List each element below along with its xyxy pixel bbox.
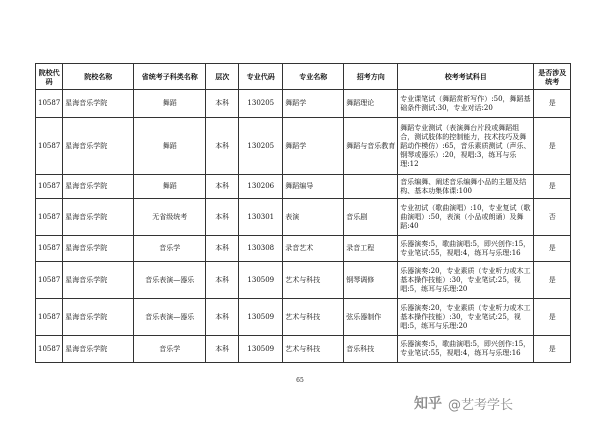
cell-unified: 是 xyxy=(534,90,571,118)
cell-unified: 是 xyxy=(534,236,571,262)
cell-school: 星海音乐学院 xyxy=(63,175,134,199)
cell-level: 本科 xyxy=(206,175,239,199)
header-direction: 招考方向 xyxy=(344,64,398,90)
cell-code: 10587 xyxy=(36,90,63,118)
cell-direction: 舞蹈与音乐教育 xyxy=(344,118,398,175)
cell-direction: 录音工程 xyxy=(344,236,398,262)
cell-subjects: 乐器演奏:20，专业素质（专业听力或木工基本操作技能）:30，专业笔试:25，视唱:5，练耳与乐理:20 xyxy=(398,299,534,336)
cell-major: 舞蹈编导 xyxy=(283,175,344,199)
cell-major-code: 130205 xyxy=(239,118,283,175)
cell-category: 舞蹈 xyxy=(134,90,206,118)
table-row xyxy=(36,199,571,236)
table-row xyxy=(36,299,571,336)
cell-school: 星海音乐学院 xyxy=(63,262,134,299)
cell-school: 星海音乐学院 xyxy=(63,236,134,262)
cell-major-code: 130301 xyxy=(239,199,283,236)
header-major: 专业名称 xyxy=(283,64,344,90)
cell-unified: 是 xyxy=(534,336,571,363)
cell-code: 10587 xyxy=(36,336,63,363)
table-row xyxy=(36,336,571,363)
cell-major: 表演 xyxy=(283,199,344,236)
cell-level: 本科 xyxy=(206,262,239,299)
header-category: 省统考子科类名称 xyxy=(134,64,206,90)
watermark xyxy=(414,392,589,414)
cell-major-code: 130205 xyxy=(239,90,283,118)
table-row xyxy=(36,118,571,175)
cell-direction: 弦乐器制作 xyxy=(344,299,398,336)
cell-category: 音乐学 xyxy=(134,236,206,262)
cell-direction xyxy=(344,175,398,199)
cell-code: 10587 xyxy=(36,299,63,336)
cell-major-code: 130308 xyxy=(239,236,283,262)
cell-unified: 是 xyxy=(534,262,571,299)
cell-code: 10587 xyxy=(36,199,63,236)
header-school: 院校名称 xyxy=(63,64,134,90)
cell-category: 音乐表演—器乐 xyxy=(134,299,206,336)
cell-code: 10587 xyxy=(36,175,63,199)
header-unified: 是否涉及统考 xyxy=(534,64,571,90)
cell-school: 星海音乐学院 xyxy=(63,118,134,175)
cell-subjects: 音乐编舞、阐述音乐编舞小品的主题及结构、基本功集体课:100 xyxy=(398,175,534,199)
cell-level: 本科 xyxy=(206,199,239,236)
cell-major-code: 130509 xyxy=(239,262,283,299)
cell-level: 本科 xyxy=(206,299,239,336)
table-row xyxy=(36,262,571,299)
table-row xyxy=(36,90,571,118)
cell-major: 艺术与科技 xyxy=(283,262,344,299)
page-number: 65 xyxy=(296,377,304,384)
cell-direction: 钢琴调修 xyxy=(344,262,398,299)
cell-unified: 是 xyxy=(534,299,571,336)
cell-major: 舞蹈学 xyxy=(283,118,344,175)
cell-code: 10587 xyxy=(36,236,63,262)
table-row xyxy=(36,175,571,199)
cell-school: 星海音乐学院 xyxy=(63,336,134,363)
cell-subjects: 专业初试（歌曲演唱）:10，专业复试（歌曲演唱）:50，表演（小品或朗诵）及舞蹈:40 xyxy=(398,199,534,236)
cell-subjects: 专业课笔试（舞蹈赏析写作）:50，舞蹈基础条件测试:30，专业对话:20 xyxy=(398,90,534,118)
cell-major: 艺术与科技 xyxy=(283,299,344,336)
header-major-code: 专业代码 xyxy=(239,64,283,90)
cell-major-code: 130509 xyxy=(239,299,283,336)
table-row xyxy=(36,236,571,262)
header-code: 院校代码 xyxy=(36,64,63,90)
cell-category: 音乐表演—器乐 xyxy=(134,262,206,299)
cell-direction: 音乐科技 xyxy=(344,336,398,363)
cell-code: 10587 xyxy=(36,118,63,175)
cell-subjects: 乐器演奏:5，歌曲演唱:5，即兴创作:15，专业笔试:55，视唱:4，练耳与乐理:16 xyxy=(398,336,534,363)
cell-level: 本科 xyxy=(206,236,239,262)
cell-category: 舞蹈 xyxy=(134,175,206,199)
cell-direction: 音乐剧 xyxy=(344,199,398,236)
cell-level: 本科 xyxy=(206,336,239,363)
header-row xyxy=(36,64,571,90)
cell-unified: 是 xyxy=(534,175,571,199)
admissions-table xyxy=(35,63,571,363)
cell-level: 本科 xyxy=(206,90,239,118)
cell-level: 本科 xyxy=(206,118,239,175)
header-subjects: 校考考试科目 xyxy=(398,64,534,90)
cell-code: 10587 xyxy=(36,262,63,299)
cell-category: 舞蹈 xyxy=(134,118,206,175)
cell-school: 星海音乐学院 xyxy=(63,199,134,236)
cell-subjects: 乐器演奏:5，歌曲演唱:5，即兴创作:15，专业笔试:55，视唱:4，练耳与乐理:16 xyxy=(398,236,534,262)
cell-major: 录音艺术 xyxy=(283,236,344,262)
cell-subjects: 舞蹈专业测试（表演舞台片段或舞蹈组合，测试肢体的控制能力，技术技巧及舞蹈动作模仿）:65，音乐素质测试（声乐、钢琴或器乐）:20，视唱:3，练耳与乐理:12 xyxy=(398,118,534,175)
cell-unified: 是 xyxy=(534,118,571,175)
cell-category: 音乐学 xyxy=(134,336,206,363)
cell-subjects: 乐器演奏:20，专业素质（专业听力或木工基本操作技能）:30，专业笔试:25，视唱:5，练耳与乐理:20 xyxy=(398,262,534,299)
cell-direction: 舞蹈理论 xyxy=(344,90,398,118)
cell-major: 舞蹈学 xyxy=(283,90,344,118)
watermark-brand: 知乎 xyxy=(414,396,442,412)
cell-major-code: 130509 xyxy=(239,336,283,363)
watermark-author: @艺考学长 xyxy=(448,397,514,413)
cell-school: 星海音乐学院 xyxy=(63,90,134,118)
cell-category: 无省级统考 xyxy=(134,199,206,236)
header-level: 层次 xyxy=(206,64,239,90)
cell-school: 星海音乐学院 xyxy=(63,299,134,336)
cell-major: 艺术与科技 xyxy=(283,336,344,363)
cell-unified: 否 xyxy=(534,199,571,236)
cell-major-code: 130206 xyxy=(239,175,283,199)
